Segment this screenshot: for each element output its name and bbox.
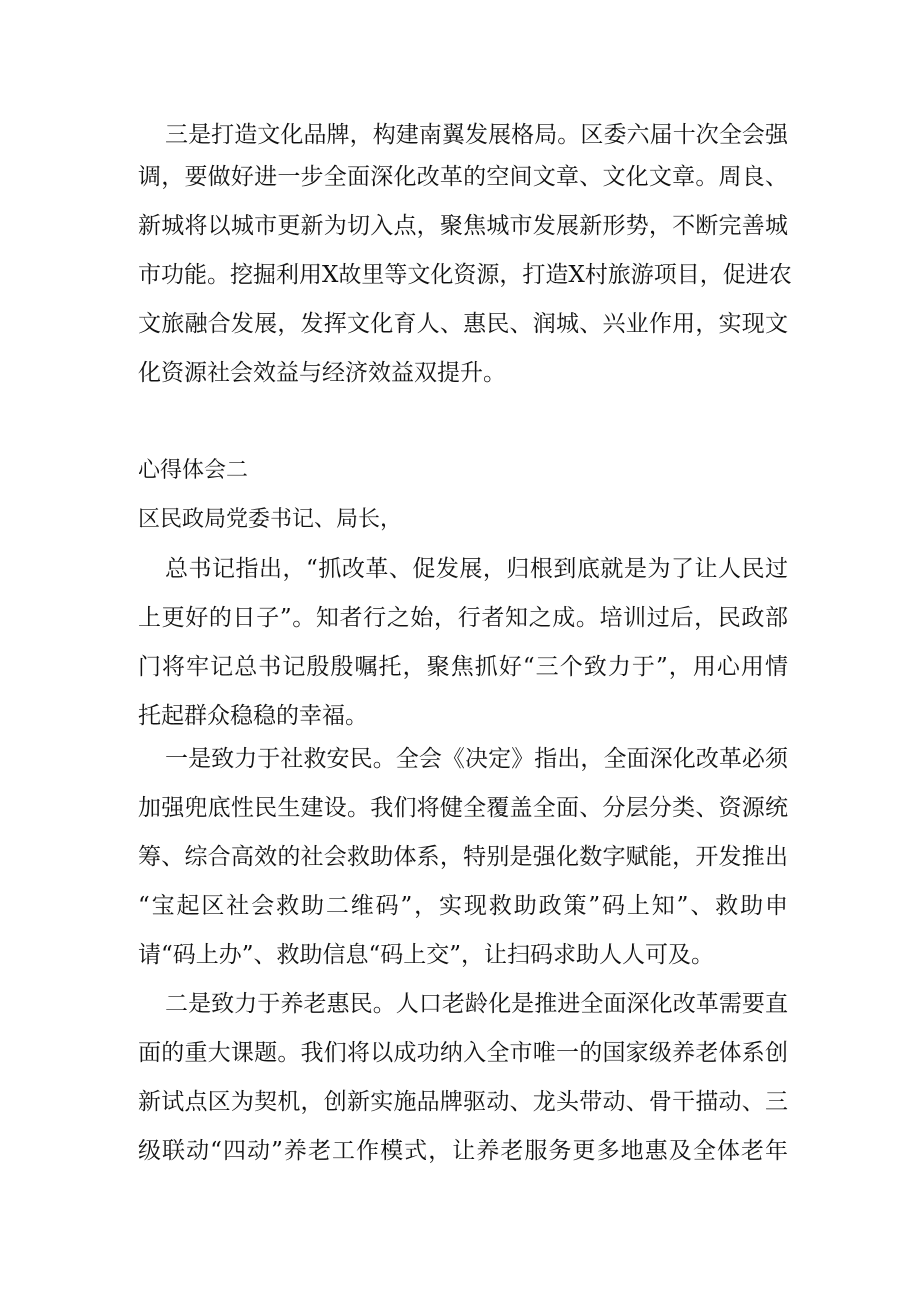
- paragraph-1-line-4: 市功能。挖掘利用X故里等文化资源，打造X村旅游项目，促进农: [138, 262, 792, 288]
- paragraph-1-line-5: 文旅融合发展，发挥文化育人、惠民、润城、兴业作用，实现文: [138, 311, 788, 337]
- section-heading: 心得体会二: [138, 458, 249, 483]
- paragraph-3-line-3: 筹、综合高效的社会救助体系，特别是强化数字赋能，开发推出: [138, 844, 788, 870]
- paragraph-2-line-1: 总书记指出，“抓改革、促发展，归根到底就是为了让人民过: [165, 556, 788, 582]
- paragraph-1-line-2: 调，要做好进一步全面深化改革的空间文章、文化文章。周良、: [138, 164, 788, 190]
- paragraph-4-line-4: 级联动“四动”养老工作模式，让养老服务更多地惠及全体老年: [138, 1138, 788, 1164]
- author-line: 区民政局党委书记、局长，: [138, 507, 403, 532]
- paragraph-2-line-4: 托起群众稳稳的幸福。: [138, 703, 368, 729]
- paragraph-3-line-1: 一是致力于社救安民。全会《决定》指出，全面深化改革必须: [165, 746, 788, 772]
- paragraph-1-line-3: 新城将以城市更新为切入点，聚焦城市发展新形势，不断完善城: [138, 213, 788, 239]
- paragraph-3-line-5: 请“码上办”、救助信息“码上交”，让扫码求助人人可及。: [138, 942, 715, 968]
- paragraph-2-line-2: 上更好的日子”。知者行之始，行者知之成。培训过后，民政部: [138, 605, 788, 631]
- paragraph-1-line-6: 化资源社会效益与经济效益双提升。: [138, 360, 506, 386]
- paragraph-4-line-2: 面的重大课题。我们将以成功纳入全市唯一的国家级养老体系创: [138, 1040, 788, 1066]
- paragraph-3-line-2: 加强兜底性民生建设。我们将健全覆盖全面、分层分类、资源统: [138, 795, 788, 821]
- paragraph-2-line-3: 门将牢记总书记殷殷嘱托，聚焦抓好“三个致力于”，用心用情: [138, 654, 788, 680]
- paragraph-3-line-4: “宝起区社会救助二维码”，实现救助政策”码上知”、救助申: [138, 893, 788, 919]
- paragraph-4-line-1: 二是致力于养老惠民。人口老龄化是推进全面深化改革需要直: [165, 991, 788, 1017]
- paragraph-4-line-3: 新试点区为契机，创新实施品牌驱动、龙头带动、骨干描动、三: [138, 1089, 788, 1115]
- paragraph-1-line-1: 三是打造文化品牌，构建南翼发展格局。区委六届十次全会强: [165, 122, 788, 148]
